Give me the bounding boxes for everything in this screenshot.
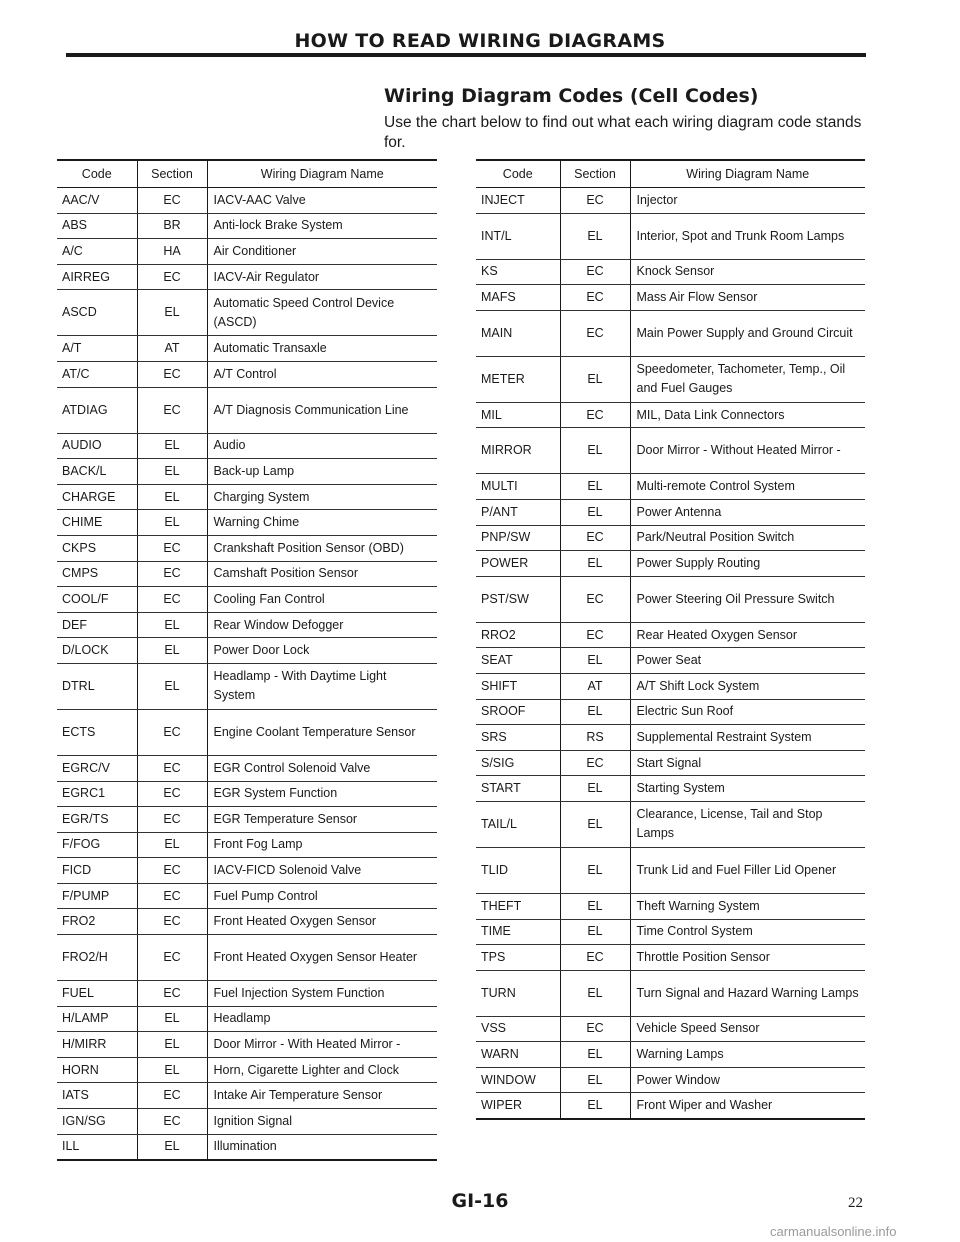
table-row — [57, 663, 437, 709]
cell-wiring-diagram-name: Illumination — [207, 1134, 437, 1160]
cell-section: EL — [137, 638, 207, 664]
table-row — [476, 285, 865, 311]
cell-section: EL — [560, 356, 630, 402]
cell-wiring-diagram-name: Power Door Lock — [207, 638, 437, 664]
cell-code: BACK/L — [57, 459, 137, 485]
header-code: Code — [476, 160, 560, 188]
cell-section: EC — [137, 781, 207, 807]
cell-wiring-diagram-name: Headlamp - With Daytime Light System — [207, 663, 437, 709]
cell-code: MIRROR — [476, 428, 560, 474]
table-row — [57, 1134, 437, 1160]
cell-code: IGN/SG — [57, 1109, 137, 1135]
cell-section: EC — [137, 909, 207, 935]
table-row — [57, 612, 437, 638]
table-header-row — [57, 160, 437, 188]
cell-section: EL — [560, 648, 630, 674]
cell-section: EL — [137, 290, 207, 336]
cell-code: KS — [476, 259, 560, 285]
cell-section: EC — [137, 387, 207, 433]
cell-code: TIME — [476, 919, 560, 945]
cell-wiring-diagram-name: Horn, Cigarette Lighter and Clock — [207, 1057, 437, 1083]
cell-code: COOL/F — [57, 587, 137, 613]
cell-code: TPS — [476, 945, 560, 971]
cell-section: EL — [560, 474, 630, 500]
table-row — [476, 1093, 865, 1119]
cell-code: INJECT — [476, 188, 560, 214]
cell-section: EL — [560, 699, 630, 725]
header-section: Section — [137, 160, 207, 188]
cell-section: EL — [560, 1093, 630, 1119]
cell-section: EL — [137, 612, 207, 638]
cell-wiring-diagram-name: Cooling Fan Control — [207, 587, 437, 613]
cell-section: EC — [560, 576, 630, 622]
cell-wiring-diagram-name: IACV-FICD Solenoid Valve — [207, 858, 437, 884]
cell-section: EL — [137, 1006, 207, 1032]
intro-text: Use the chart below to find out what each wiring diagram code stands for. — [384, 114, 862, 151]
table-row — [57, 561, 437, 587]
cell-wiring-diagram-name: Power Supply Routing — [630, 551, 865, 577]
cell-wiring-diagram-name: IACV-AAC Valve — [207, 188, 437, 214]
table-row — [476, 474, 865, 500]
table-row — [57, 781, 437, 807]
cell-code: SRS — [476, 725, 560, 751]
table-row — [476, 919, 865, 945]
cell-section: EC — [137, 587, 207, 613]
cell-wiring-diagram-name: Automatic Transaxle — [207, 336, 437, 362]
cell-wiring-diagram-name: Intake Air Temperature Sensor — [207, 1083, 437, 1109]
cell-wiring-diagram-name: Electric Sun Roof — [630, 699, 865, 725]
cell-wiring-diagram-name: Park/Neutral Position Switch — [630, 525, 865, 551]
table-row — [57, 909, 437, 935]
table-row — [57, 336, 437, 362]
table-row — [476, 428, 865, 474]
cell-wiring-diagram-name: Front Heated Oxygen Sensor — [207, 909, 437, 935]
cell-section: EL — [137, 1134, 207, 1160]
cell-wiring-diagram-name: A/T Diagnosis Communication Line — [207, 387, 437, 433]
cell-section: EL — [560, 213, 630, 259]
cell-section: EC — [137, 755, 207, 781]
table-row — [57, 535, 437, 561]
cell-code: WARN — [476, 1042, 560, 1068]
cell-code: ASCD — [57, 290, 137, 336]
page-code: GI-16 — [451, 1190, 509, 1212]
table-row — [57, 587, 437, 613]
table-row — [476, 525, 865, 551]
table-row — [476, 945, 865, 971]
cell-wiring-diagram-name: Power Steering Oil Pressure Switch — [630, 576, 865, 622]
cell-code: ATDIAG — [57, 387, 137, 433]
cell-code: METER — [476, 356, 560, 402]
cell-wiring-diagram-name: Turn Signal and Hazard Warning Lamps — [630, 970, 865, 1016]
cell-section: EL — [137, 510, 207, 536]
cell-wiring-diagram-name: Main Power Supply and Ground Circuit — [630, 310, 865, 356]
cell-wiring-diagram-name: Start Signal — [630, 750, 865, 776]
cell-wiring-diagram-name: Theft Warning System — [630, 893, 865, 919]
cell-wiring-diagram-name: Injector — [630, 188, 865, 214]
table-row — [476, 310, 865, 356]
cell-section: EL — [560, 428, 630, 474]
table-row — [57, 1032, 437, 1058]
cell-section: EC — [137, 807, 207, 833]
cell-code: H/LAMP — [57, 1006, 137, 1032]
cell-code: MAIN — [476, 310, 560, 356]
cell-wiring-diagram-name: Power Window — [630, 1067, 865, 1093]
table-row — [476, 699, 865, 725]
cell-code: WIPER — [476, 1093, 560, 1119]
table-row — [476, 847, 865, 893]
cell-section: EC — [560, 402, 630, 428]
header-code: Code — [57, 160, 137, 188]
cell-section: EC — [137, 935, 207, 981]
cell-code: START — [476, 776, 560, 802]
cell-section: EC — [560, 1016, 630, 1042]
cell-code: IATS — [57, 1083, 137, 1109]
cell-wiring-diagram-name: Time Control System — [630, 919, 865, 945]
table-row — [57, 239, 437, 265]
cell-wiring-diagram-name: Power Antenna — [630, 499, 865, 525]
cell-wiring-diagram-name: A/T Control — [207, 361, 437, 387]
cell-wiring-diagram-name: Speedometer, Tachometer, Temp., Oil and Fuel Gauges — [630, 356, 865, 402]
cell-section: EC — [560, 622, 630, 648]
cell-section: EC — [560, 525, 630, 551]
cell-code: INT/L — [476, 213, 560, 259]
cell-code: S/SIG — [476, 750, 560, 776]
cell-wiring-diagram-name: Power Seat — [630, 648, 865, 674]
cell-wiring-diagram-name: Vehicle Speed Sensor — [630, 1016, 865, 1042]
cell-wiring-diagram-name: Fuel Injection System Function — [207, 981, 437, 1007]
cell-wiring-diagram-name: Warning Chime — [207, 510, 437, 536]
cell-section: EL — [560, 893, 630, 919]
cell-code: SROOF — [476, 699, 560, 725]
cell-section: EL — [560, 551, 630, 577]
cell-code: CHIME — [57, 510, 137, 536]
cell-section: EL — [560, 1067, 630, 1093]
cell-section: EL — [137, 1057, 207, 1083]
cell-code: P/ANT — [476, 499, 560, 525]
cell-wiring-diagram-name: Multi-remote Control System — [630, 474, 865, 500]
cell-section: EL — [560, 776, 630, 802]
cell-section: EC — [137, 188, 207, 214]
cell-code: CKPS — [57, 535, 137, 561]
cell-section: AT — [560, 673, 630, 699]
table-row — [57, 709, 437, 755]
cell-section: EL — [560, 970, 630, 1016]
header-rule — [66, 53, 866, 57]
cell-code: SHIFT — [476, 673, 560, 699]
cell-section: EC — [137, 361, 207, 387]
cell-wiring-diagram-name: Supplemental Restraint System — [630, 725, 865, 751]
cell-section: EL — [560, 1042, 630, 1068]
table-row — [57, 981, 437, 1007]
cell-code: EGR/TS — [57, 807, 137, 833]
table-row — [476, 970, 865, 1016]
table-row — [476, 750, 865, 776]
table-row — [476, 576, 865, 622]
cell-code: HORN — [57, 1057, 137, 1083]
cell-wiring-diagram-name: Back-up Lamp — [207, 459, 437, 485]
cell-section: EL — [560, 847, 630, 893]
table-row — [57, 638, 437, 664]
cell-wiring-diagram-name: EGR System Function — [207, 781, 437, 807]
cell-section: EC — [137, 535, 207, 561]
cell-wiring-diagram-name: Front Wiper and Washer — [630, 1093, 865, 1119]
table-row — [476, 673, 865, 699]
cell-wiring-diagram-name: Door Mirror - With Heated Mirror - — [207, 1032, 437, 1058]
table-row — [57, 1057, 437, 1083]
cell-section: EL — [137, 832, 207, 858]
table-row — [57, 290, 437, 336]
cell-wiring-diagram-name: Automatic Speed Control Device (ASCD) — [207, 290, 437, 336]
cell-code: ILL — [57, 1134, 137, 1160]
cell-wiring-diagram-name: A/T Shift Lock System — [630, 673, 865, 699]
cell-wiring-diagram-name: Audio — [207, 433, 437, 459]
cell-section: EL — [137, 1032, 207, 1058]
page-header-title: HOW TO READ WIRING DIAGRAMS — [294, 30, 666, 52]
cell-section: EC — [560, 259, 630, 285]
cell-code: MAFS — [476, 285, 560, 311]
cell-wiring-diagram-name: Trunk Lid and Fuel Filler Lid Opener — [630, 847, 865, 893]
cell-section: EL — [137, 459, 207, 485]
cell-wiring-diagram-name: EGR Control Solenoid Valve — [207, 755, 437, 781]
table-row — [57, 1109, 437, 1135]
table-row — [476, 893, 865, 919]
cell-wiring-diagram-name: IACV-Air Regulator — [207, 264, 437, 290]
cell-wiring-diagram-name: Charging System — [207, 484, 437, 510]
table-row — [476, 1042, 865, 1068]
cell-code: AIRREG — [57, 264, 137, 290]
cell-code: FRO2 — [57, 909, 137, 935]
cell-code: AT/C — [57, 361, 137, 387]
cell-code: TURN — [476, 970, 560, 1016]
table-row — [476, 213, 865, 259]
cell-wiring-diagram-name: Door Mirror - Without Heated Mirror - — [630, 428, 865, 474]
cell-code: DEF — [57, 612, 137, 638]
cell-code: FRO2/H — [57, 935, 137, 981]
cell-code: THEFT — [476, 893, 560, 919]
table-row — [57, 755, 437, 781]
cell-code: RRO2 — [476, 622, 560, 648]
cell-wiring-diagram-name: Rear Heated Oxygen Sensor — [630, 622, 865, 648]
table-row — [57, 1006, 437, 1032]
page-number: 22 — [848, 1195, 863, 1211]
table-row — [57, 361, 437, 387]
cell-code: TAIL/L — [476, 801, 560, 847]
cell-section: EL — [560, 919, 630, 945]
cell-section: HA — [137, 239, 207, 265]
cell-section: EC — [560, 188, 630, 214]
table-row — [57, 807, 437, 833]
table-row — [57, 433, 437, 459]
cell-section: EC — [137, 981, 207, 1007]
cell-code: ABS — [57, 213, 137, 239]
cell-code: SEAT — [476, 648, 560, 674]
header-wiring-diagram-name: Wiring Diagram Name — [630, 160, 865, 188]
table-row — [476, 801, 865, 847]
cell-wiring-diagram-name: Headlamp — [207, 1006, 437, 1032]
cell-code: CMPS — [57, 561, 137, 587]
table-row — [57, 832, 437, 858]
table-row — [57, 213, 437, 239]
cell-wiring-diagram-name: Ignition Signal — [207, 1109, 437, 1135]
cell-section: RS — [560, 725, 630, 751]
codes-table-left — [57, 159, 437, 1161]
cell-section: EC — [560, 945, 630, 971]
cell-section: EL — [560, 801, 630, 847]
cell-code: AAC/V — [57, 188, 137, 214]
table-row — [57, 883, 437, 909]
codes-table-right — [476, 159, 865, 1120]
cell-section: EC — [137, 1083, 207, 1109]
cell-section: EC — [137, 264, 207, 290]
cell-wiring-diagram-name: Rear Window Defogger — [207, 612, 437, 638]
cell-wiring-diagram-name: Fuel Pump Control — [207, 883, 437, 909]
cell-code: D/LOCK — [57, 638, 137, 664]
cell-section: EC — [560, 750, 630, 776]
table-row — [476, 402, 865, 428]
cell-wiring-diagram-name: Throttle Position Sensor — [630, 945, 865, 971]
table-row — [476, 725, 865, 751]
table-row — [57, 484, 437, 510]
table-row — [57, 387, 437, 433]
table-row — [476, 776, 865, 802]
cell-section: EC — [137, 561, 207, 587]
cell-wiring-diagram-name: Interior, Spot and Trunk Room Lamps — [630, 213, 865, 259]
cell-wiring-diagram-name: Camshaft Position Sensor — [207, 561, 437, 587]
cell-code: F/PUMP — [57, 883, 137, 909]
cell-code: F/FOG — [57, 832, 137, 858]
cell-code: MULTI — [476, 474, 560, 500]
cell-code: TLID — [476, 847, 560, 893]
cell-section: EC — [137, 883, 207, 909]
table-row — [57, 264, 437, 290]
cell-wiring-diagram-name: EGR Temperature Sensor — [207, 807, 437, 833]
cell-code: EGRC1 — [57, 781, 137, 807]
table-row — [57, 459, 437, 485]
cell-wiring-diagram-name: Clearance, License, Tail and Stop Lamps — [630, 801, 865, 847]
cell-wiring-diagram-name: MIL, Data Link Connectors — [630, 402, 865, 428]
table-row — [476, 551, 865, 577]
table-row — [57, 858, 437, 884]
table-row — [476, 259, 865, 285]
cell-section: EL — [560, 499, 630, 525]
cell-section: EL — [137, 484, 207, 510]
cell-section: EC — [137, 1109, 207, 1135]
cell-code: CHARGE — [57, 484, 137, 510]
cell-wiring-diagram-name: Starting System — [630, 776, 865, 802]
table-row — [476, 1016, 865, 1042]
cell-code: A/T — [57, 336, 137, 362]
cell-section: EL — [137, 433, 207, 459]
cell-code: DTRL — [57, 663, 137, 709]
table-row — [476, 188, 865, 214]
cell-wiring-diagram-name: Crankshaft Position Sensor (OBD) — [207, 535, 437, 561]
cell-code: AUDIO — [57, 433, 137, 459]
cell-wiring-diagram-name: Knock Sensor — [630, 259, 865, 285]
cell-code: MIL — [476, 402, 560, 428]
cell-wiring-diagram-name: Front Heated Oxygen Sensor Heater — [207, 935, 437, 981]
section-title: Wiring Diagram Codes (Cell Codes) — [384, 85, 759, 107]
table-row — [57, 935, 437, 981]
cell-section: EL — [137, 663, 207, 709]
cell-code: PST/SW — [476, 576, 560, 622]
header-wiring-diagram-name: Wiring Diagram Name — [207, 160, 437, 188]
table-header-row — [476, 160, 865, 188]
table-row — [57, 510, 437, 536]
cell-code: WINDOW — [476, 1067, 560, 1093]
cell-section: EC — [560, 310, 630, 356]
cell-wiring-diagram-name: Anti-lock Brake System — [207, 213, 437, 239]
cell-section: EC — [137, 858, 207, 884]
cell-wiring-diagram-name: Air Conditioner — [207, 239, 437, 265]
table-row — [476, 648, 865, 674]
cell-code: POWER — [476, 551, 560, 577]
cell-code: EGRC/V — [57, 755, 137, 781]
table-row — [476, 1067, 865, 1093]
cell-code: FUEL — [57, 981, 137, 1007]
header-section: Section — [560, 160, 630, 188]
cell-code: FICD — [57, 858, 137, 884]
cell-code: VSS — [476, 1016, 560, 1042]
table-row — [476, 356, 865, 402]
table-row — [57, 188, 437, 214]
cell-wiring-diagram-name: Front Fog Lamp — [207, 832, 437, 858]
cell-code: ECTS — [57, 709, 137, 755]
cell-section: AT — [137, 336, 207, 362]
cell-wiring-diagram-name: Warning Lamps — [630, 1042, 865, 1068]
cell-wiring-diagram-name: Mass Air Flow Sensor — [630, 285, 865, 311]
table-row — [476, 499, 865, 525]
table-row — [476, 622, 865, 648]
table-row — [57, 1083, 437, 1109]
cell-code: H/MIRR — [57, 1032, 137, 1058]
cell-section: EC — [137, 709, 207, 755]
cell-section: EC — [560, 285, 630, 311]
cell-code: A/C — [57, 239, 137, 265]
cell-code: PNP/SW — [476, 525, 560, 551]
cell-wiring-diagram-name: Engine Coolant Temperature Sensor — [207, 709, 437, 755]
cell-section: BR — [137, 213, 207, 239]
watermark: carmanualsonline.info — [770, 1224, 897, 1239]
